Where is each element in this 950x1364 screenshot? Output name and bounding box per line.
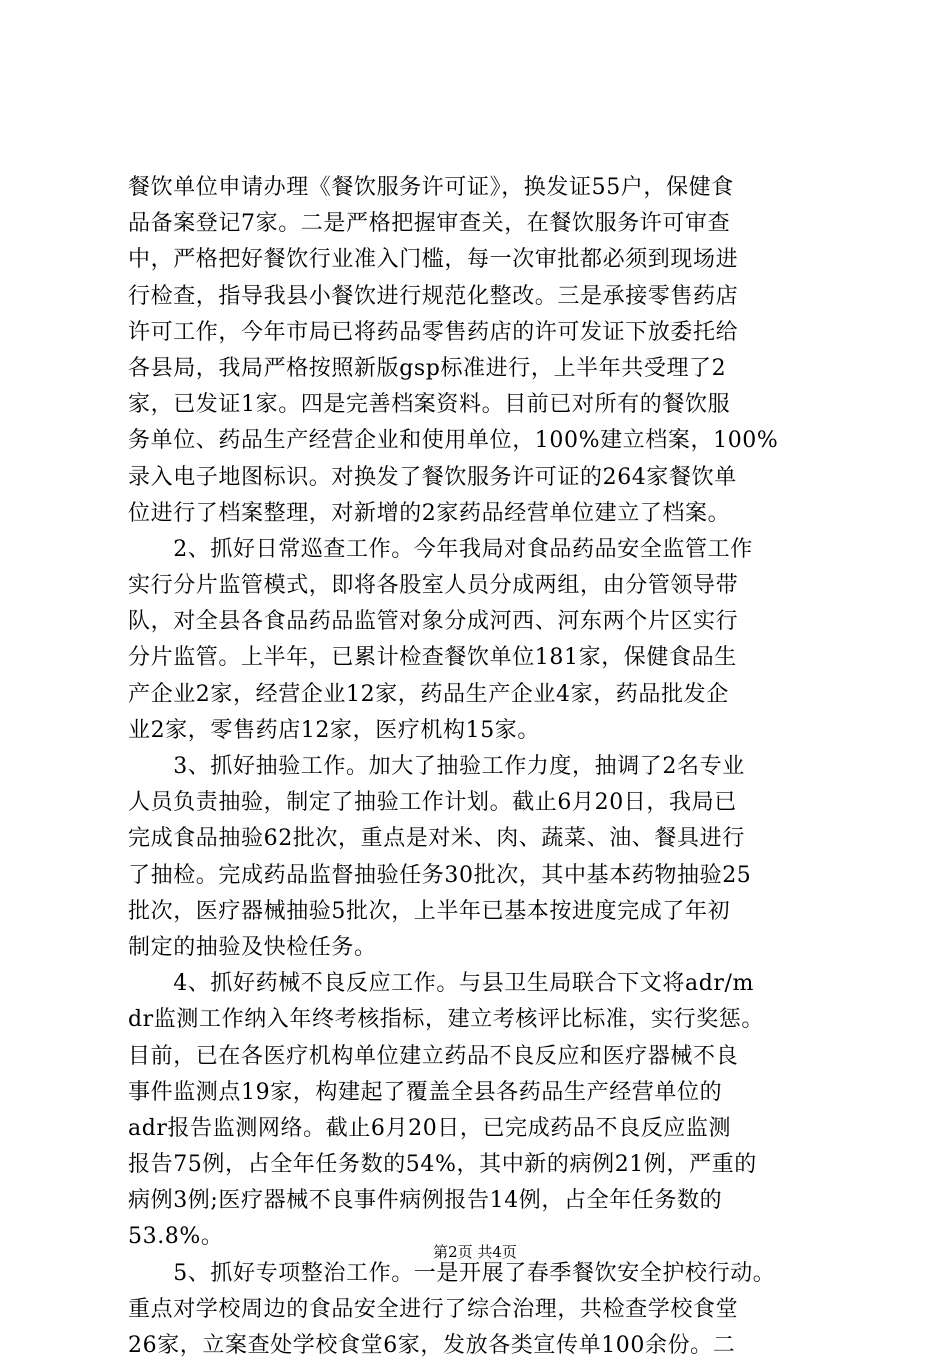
text-line: 事件监测点19家，构建起了覆盖全县各药品生产经营单位的 [128, 1079, 723, 1105]
text-line: 目前，已在各医疗机构单位建立药品不良反应和医疗器械不良 [128, 1043, 739, 1069]
text-line: adr报告监测网络。截止6月20日，已完成药品不良反应监测 [128, 1115, 732, 1141]
text-line: 制定的抽验及快检任务。 [128, 934, 377, 960]
text-line: 务单位、药品生产经营企业和使用单位，100%建立档案，100% [128, 428, 779, 454]
text-line: 报告75例，占全年任务数的54%，其中新的病例21例，严重的 [128, 1152, 757, 1178]
text-line: 餐饮单位申请办理《餐饮服务许可证》，换发证55户，保健食 [128, 175, 734, 200]
text-line: 完成食品抽验62批次，重点是对米、肉、蔬菜、油、餐具进行 [128, 826, 745, 852]
text-line: 实行分片监管模式，即将各股室人员分成两组，由分管领导带 [128, 573, 739, 599]
text-line: 重点对学校周边的食品安全进行了综合治理，共检查学校食堂 [128, 1296, 739, 1322]
text-line: 行检查，指导我县小餐饮进行规范化整改。三是承接零售药店 [128, 283, 739, 309]
text-line: 了抽检。完成药品监督抽验任务30批次，其中基本药物抽验25 [128, 862, 752, 888]
text-line: 4、抓好药械不良反应工作。与县卫生局联合下文将adr/m [128, 971, 754, 997]
text-line: 许可工作，今年市局已将药品零售药店的许可发证下放委托给 [128, 319, 739, 345]
text-line: 53.8%。 [128, 1224, 224, 1250]
text-line: 家，已发证1家。四是完善档案资料。目前已对所有的餐饮服 [128, 392, 731, 418]
text-line: 产企业2家，经营企业12家，药品生产企业4家，药品批发企 [128, 681, 729, 707]
text-line: 3、抓好抽验工作。加大了抽验工作力度，抽调了2名专业 [128, 754, 745, 779]
text-line: 26家，立案查处学校食堂6家，发放各类宣传单100余份。二 [128, 1333, 736, 1358]
text-line: 品备案登记7家。二是严格把握审查关，在餐饮服务许可审查 [128, 211, 731, 237]
text-line: 位进行了档案整理，对新增的2家药品经营单位建立了档案。 [128, 500, 731, 526]
text-line: 中，严格把好餐饮行业准入门槛，每一次审批都必须到现场进 [128, 247, 739, 273]
text-line: 病例3例;医疗器械不良事件病例报告14例，占全年任务数的 [128, 1188, 723, 1214]
page-footer: 第2页 共4页 [433, 1243, 517, 1261]
text-line: 2、抓好日常巡查工作。今年我局对食品药品安全监管工作 [128, 536, 753, 562]
text-line: 人员负责抽验，制定了抽验工作计划。截止6月20日，我局已 [128, 790, 737, 816]
text-line: 批次，医疗器械抽验5批次，上半年已基本按进度完成了年初 [128, 898, 731, 924]
text-line: 5、抓好专项整治工作。一是开展了春季餐饮安全护校行动。 [128, 1260, 776, 1286]
text-line: 队，对全县各食品药品监管对象分成河西、河东两个片区实行 [128, 609, 739, 635]
text-line: dr监测工作纳入年终考核指标，建立考核评比标准，实行奖惩。 [128, 1007, 765, 1033]
text-line: 业2家，零售药店12家，医疗机构15家。 [128, 717, 540, 743]
text-line: 录入电子地图标识。对换发了餐饮服务许可证的264家餐饮单 [128, 464, 737, 490]
body-text [128, 170, 838, 1364]
text-line: 分片监管。上半年，已累计检查餐饮单位181家，保健食品生 [128, 645, 737, 671]
text-line: 各县局，我局严格按照新版gsp标准进行，上半年共受理了2 [128, 355, 727, 381]
